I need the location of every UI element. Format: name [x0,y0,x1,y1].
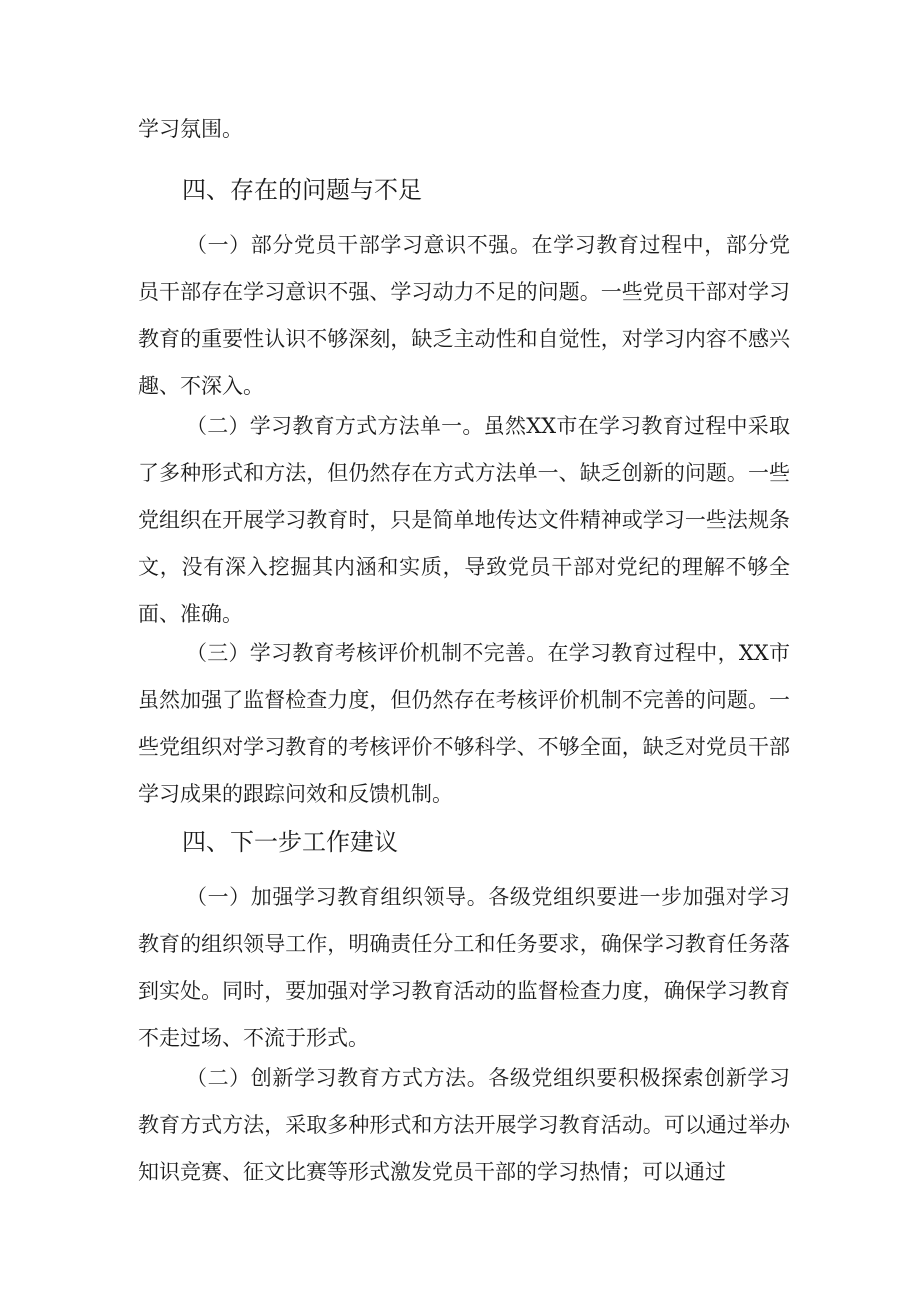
paragraph-problem-3: （三）学习教育考核评价机制不完善。在学习教育过程中，XX市虽然加强了监督检查力度，但仍然存在考核评价机制不完善的问题。一些党组织对学习教育的考核评价不够科学、不够全面，缺乏对党员干部学习成果的跟踪问效和反馈机制。 [138,641,790,806]
section-heading-suggestions: 四、下一步工作建议 [182,828,398,856]
paragraph-problem-1: （一）部分党员干部学习意识不强。在学习教育过程中，部分党员干部存在学习意识不强、学习动力不足的问题。一些党员干部对学习教育的重要性认识不够深刻，缺乏主动性和自觉性，对学习内容不感兴趣、不深入。 [138,233,790,398]
paragraph-suggestion-1: （一）加强学习教育组织领导。各级党组织要进一步加强对学习教育的组织领导工作，明确责任分工和任务要求，确保学习教育任务落到实处。同时，要加强对学习教育活动的监督检查力度，确保学习教育不走过场、不流于形式。 [138,885,790,1050]
paragraph-continuation: 学习氛围。 [138,117,243,141]
section-heading-problems: 四、存在的问题与不足 [182,176,422,204]
paragraph-problem-2: （二）学习教育方式方法单一。虽然XX市在学习教育过程中采取了多种形式和方法，但仍然存在方式方法单一、缺乏创新的问题。一些党组织在开展学习教育时，只是简单地传达文件精神或学习一些法规条文，没有深入挖掘其内涵和实质，导致党员干部对党纪的理解不够全面、准确。 [138,414,790,626]
paragraph-suggestion-2: （二）创新学习教育方式方法。各级党组织要积极探索创新学习教育方式方法，采取多种形式和方法开展学习教育活动。可以通过举办知识竞赛、征文比赛等形式激发党员干部的学习热情；可以通过 [138,1066,790,1184]
